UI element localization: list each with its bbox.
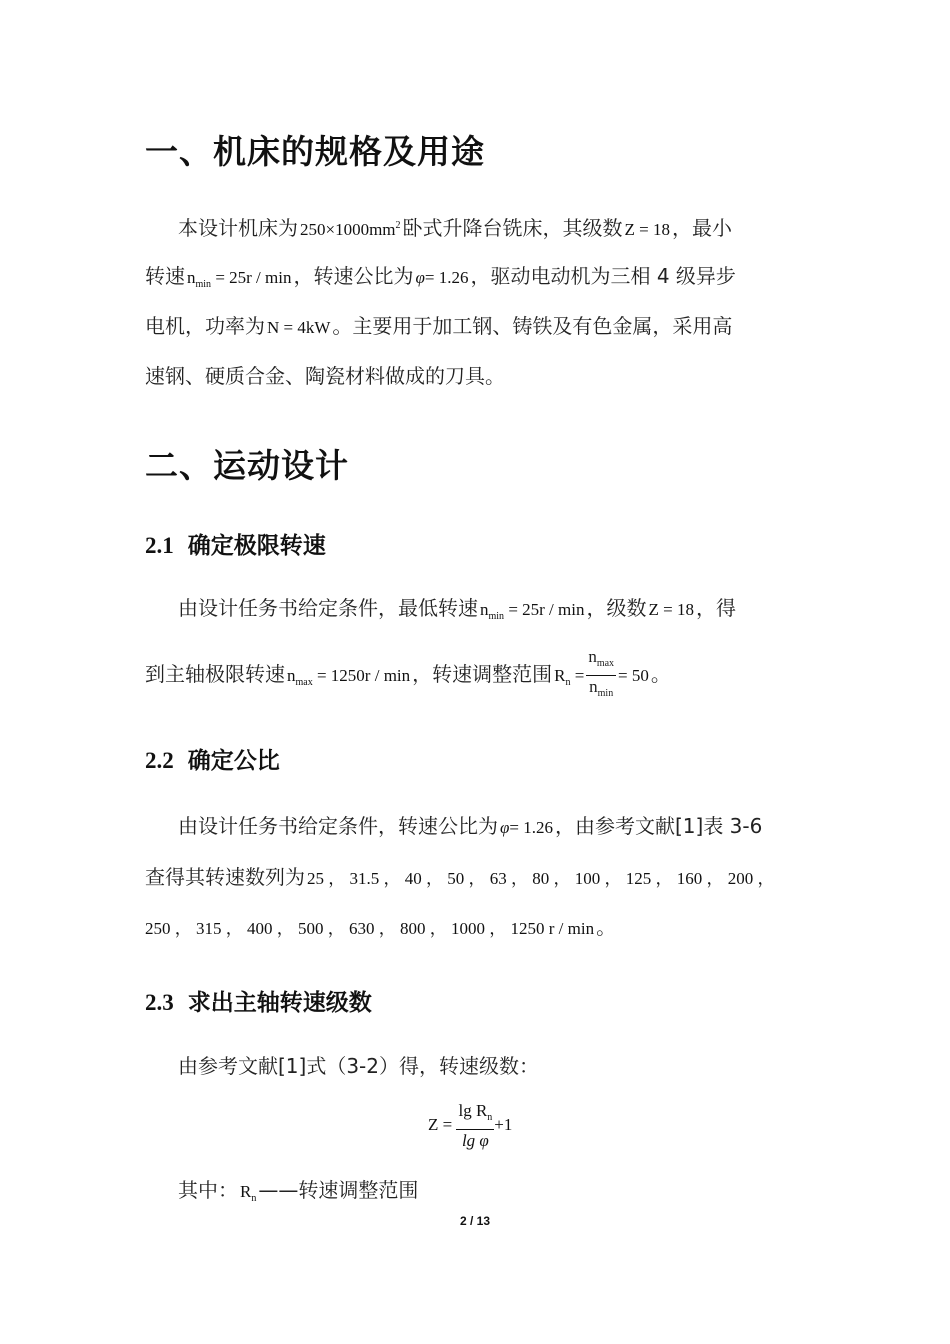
math-text: = xyxy=(574,666,585,685)
math-text: = 25r / min xyxy=(215,268,292,287)
text: 。主要用于加工钢、铸铁及有色金属，采用高 xyxy=(332,314,733,338)
sec21-line-2 xyxy=(145,646,671,706)
math-text: +1 xyxy=(494,1114,513,1134)
math-phi xyxy=(415,268,468,287)
fraction-numerator xyxy=(456,1100,494,1130)
math-sub: min xyxy=(597,688,614,699)
speed-series-part-1: 25 ， 31.5 ， 40 ， 50 ， 63 ， 80 ， 100 ， 125 ， 160 ， 200 ， xyxy=(307,869,775,888)
fraction-denominator xyxy=(586,676,616,705)
math-text: = 1.26 xyxy=(424,268,469,287)
sec22-line-3 xyxy=(145,913,616,943)
math-sub: min xyxy=(488,611,505,622)
speed-series-part-2: 250 ， 315 ， 400 ， 500 ， 630 ， 800 ， 1000 ， 1250 r / min xyxy=(145,919,595,938)
text: ，级数 xyxy=(586,596,647,620)
text: ，由参考文献[1]表 3-6 xyxy=(555,814,763,838)
math-text: n xyxy=(480,600,489,619)
math-size xyxy=(300,220,401,239)
math-text: n xyxy=(588,647,597,666)
section-2-heading: 二、运动设计 xyxy=(145,446,349,485)
fraction-denominator xyxy=(456,1130,494,1152)
math-result: = 50 xyxy=(618,666,649,685)
math-text: R xyxy=(554,666,566,685)
text: ，最小 xyxy=(672,216,733,240)
subsection-title: 确定极限转速 xyxy=(187,533,326,559)
text: 其中： xyxy=(178,1178,238,1202)
math-text: n xyxy=(287,666,296,685)
math-sub: n xyxy=(251,1193,257,1204)
math-text: lg R xyxy=(458,1101,488,1120)
math-phi xyxy=(500,818,553,837)
text: ，转速调整范围 xyxy=(412,662,553,686)
subsection-number: 2.1 xyxy=(145,533,174,558)
math-nmax xyxy=(287,666,411,688)
text: 转速 xyxy=(145,264,185,288)
formula-z xyxy=(428,1100,512,1152)
math-text: R xyxy=(240,1182,252,1201)
text: 电机，功率为 xyxy=(145,314,265,338)
text: ，转速公比为 xyxy=(293,264,414,288)
math-sub: n xyxy=(565,677,571,688)
math-nmin xyxy=(187,268,292,290)
text: 。 xyxy=(596,915,617,939)
sec21-line-1 xyxy=(178,594,736,631)
math-z: Z = 18 xyxy=(648,600,694,619)
text: 由设计任务书给定条件，转速公比为 xyxy=(178,814,498,838)
text: 卧式升降台铣床，其级数 xyxy=(402,216,623,240)
text: 到主轴极限转速 xyxy=(145,662,285,686)
text: ，驱动电动机为三相 4 级异步 xyxy=(470,264,736,288)
math-rn xyxy=(554,666,585,688)
page-number: 2 / 13 xyxy=(459,1214,491,1228)
sec22-line-2 xyxy=(145,863,777,893)
math-sub: n xyxy=(487,1112,493,1123)
text: ，得 xyxy=(695,596,736,620)
math-phi-symbol: φ xyxy=(415,268,425,287)
subsection-2-2-heading xyxy=(145,742,280,775)
subsection-number: 2.2 xyxy=(145,748,174,773)
fraction-lgRn-lgphi xyxy=(456,1100,494,1152)
math-text: n xyxy=(187,268,196,287)
math-sub: min xyxy=(195,279,212,290)
math-sup: 2 xyxy=(395,220,401,231)
sec23-line-1: 由参考文献[1]式（3-2）得，转速级数： xyxy=(178,1054,539,1078)
math-text: = 1.26 xyxy=(509,818,553,837)
sec1-line-3 xyxy=(145,312,732,342)
subsection-2-3-heading xyxy=(145,984,372,1017)
math-text: = 1250r / min xyxy=(316,666,411,685)
sec1-line-1 xyxy=(178,212,804,244)
fraction-numerator xyxy=(586,646,616,676)
math-z: Z = 18 xyxy=(624,220,671,239)
text: ——转速调整范围 xyxy=(258,1178,419,1202)
text: 由设计任务书给定条件，最低转速 xyxy=(178,596,478,620)
subsection-2-1-heading xyxy=(145,527,326,560)
math-sub: max xyxy=(596,658,615,669)
subsection-title: 确定公比 xyxy=(187,748,280,774)
math-rn xyxy=(240,1182,257,1204)
math-text: n xyxy=(589,677,598,696)
math-sub: max xyxy=(295,677,313,688)
math-power: N = 4kW xyxy=(267,318,331,337)
math-nmin xyxy=(480,600,585,622)
fraction-nmax-nmin xyxy=(586,646,616,705)
subsection-number: 2.3 xyxy=(145,990,174,1015)
sec1-line-2 xyxy=(145,262,736,299)
math-text: = 25r / min xyxy=(508,600,585,619)
text: 查得其转速数列为 xyxy=(145,865,305,889)
sec23-line-2 xyxy=(178,1176,418,1213)
section-1-heading: 一、机床的规格及用途 xyxy=(145,132,485,171)
math-text: lg φ xyxy=(461,1131,489,1150)
math-text: 250×1000mm xyxy=(300,220,396,239)
text: 。 xyxy=(650,662,671,686)
math-phi-symbol: φ xyxy=(500,818,510,837)
math-text: Z = xyxy=(428,1114,453,1134)
sec1-line-4: 速钢、硬质合金、陶瓷材料做成的刀具。 xyxy=(145,364,505,388)
subsection-title: 求出主轴转速级数 xyxy=(187,990,372,1016)
sec22-line-1 xyxy=(178,812,762,842)
text: 本设计机床为 xyxy=(178,216,298,240)
